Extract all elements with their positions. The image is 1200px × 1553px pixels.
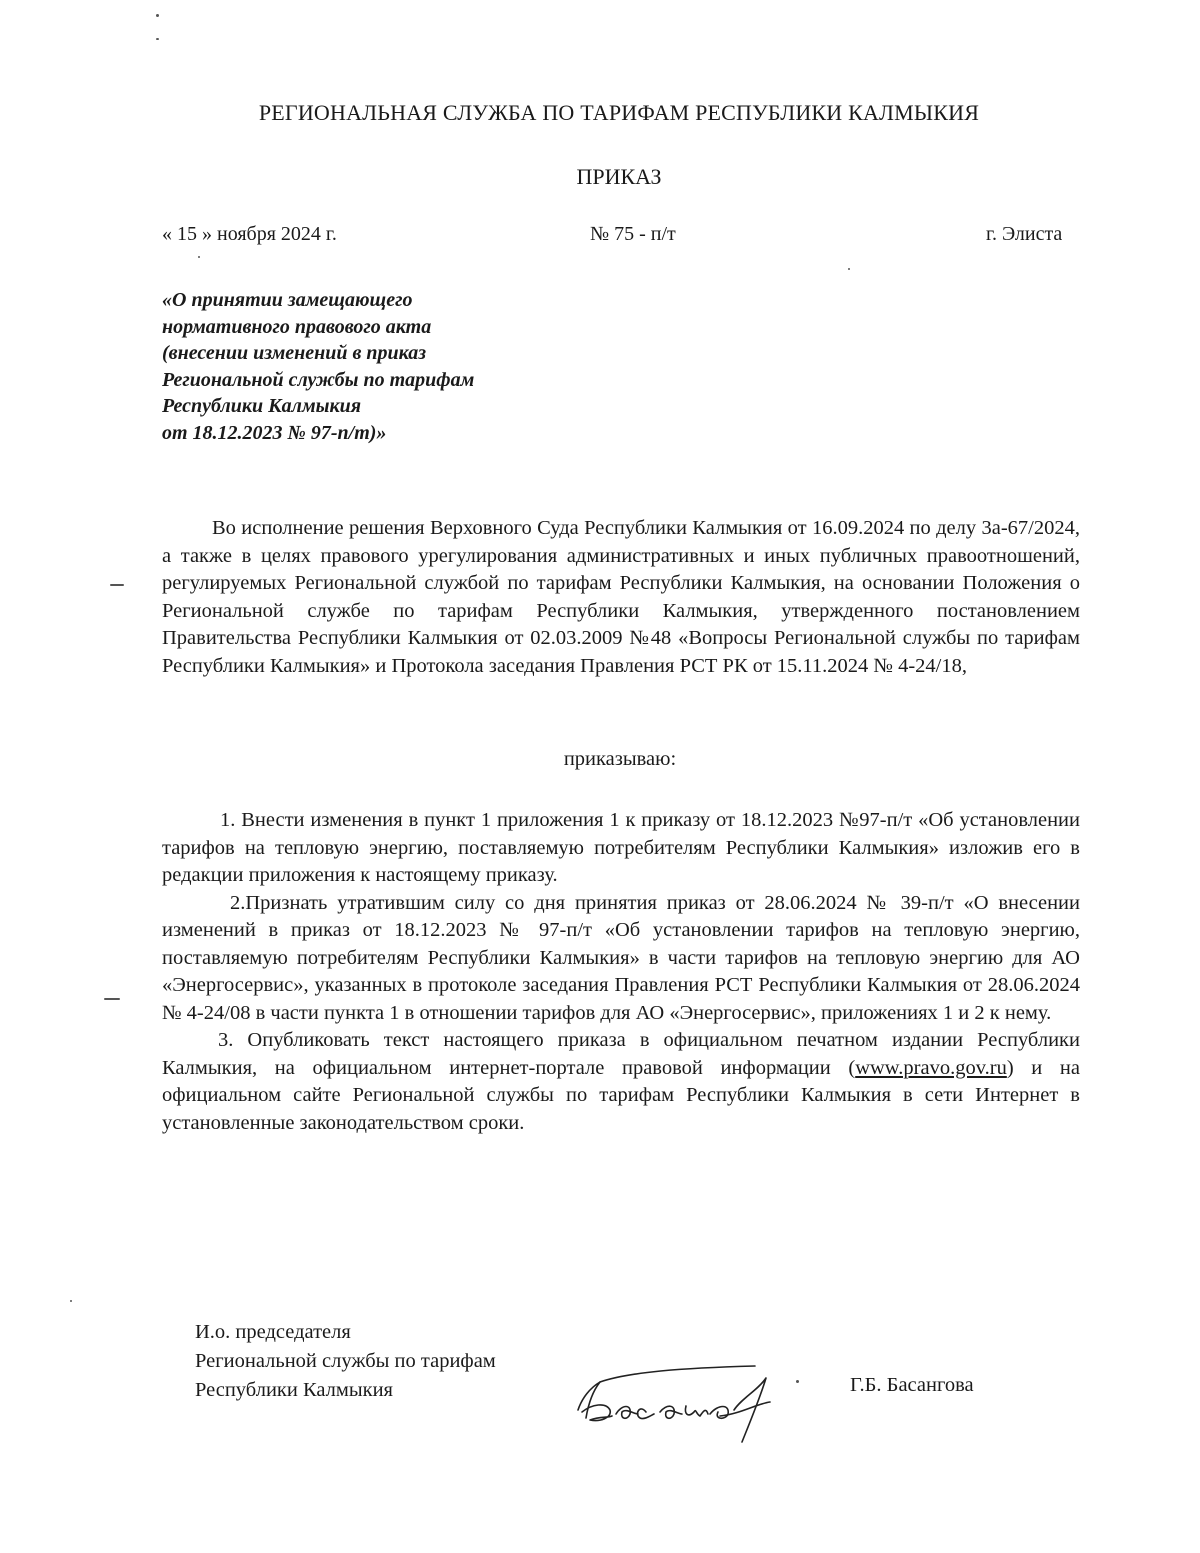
preamble-paragraph: Во исполнение решения Верховного Суда Республики Калмыкия от 16.09.2024 по делу 3а-67/2024, а также в целях правового урегулирования административных и иных публичных правоотношений, регулируемых Региональной службой по тарифам Республики Калмыкия, на основании Положения о Региональной службе по тарифам Республики Калмыкия, утвержденного постановлением Правительства Республики Калмыкия от 02.03.2009 №48 «Вопросы Региональной службы по тарифам Республики Калмыкия» и Протокола заседания Правления РСТ РК от 15.11.2024 № 4-24/18, bbox=[162, 517, 1080, 677]
subject-line: «О принятии замещающего bbox=[162, 289, 413, 311]
organization-title: РЕГИОНАЛЬНАЯ СЛУЖБА ПО ТАРИФАМ РЕСПУБЛИКИ КАЛМЫКИЯ bbox=[258, 100, 980, 125]
position-line: Региональной службы по тарифам bbox=[195, 1350, 496, 1372]
scan-speck bbox=[110, 584, 124, 586]
decree-items bbox=[162, 807, 1080, 1137]
scan-speck bbox=[796, 1380, 799, 1383]
decree-item-1: 1. Внести изменения в пункт 1 приложения 1 к приказу от 18.12.2023 №97-п/т «Об установлении тарифов на тепловую энергию, поставляемую потребителям Республики Калмыкия» изложив его в редакции приложения к настоящему приказу. bbox=[162, 809, 1080, 886]
item3-text-end: ) и на официальном сайте Региональной службы по тарифам Республики Калмыкия в сети Интернет в установленные законодательством сроки. bbox=[162, 1056, 1080, 1134]
scan-speck bbox=[70, 1300, 72, 1302]
position-line: И.о. председателя bbox=[195, 1321, 351, 1343]
scan-speck bbox=[156, 38, 159, 40]
scan-speck bbox=[156, 14, 159, 17]
document-date: « 15 » ноября 2024 г. bbox=[162, 223, 337, 245]
signatory-position bbox=[195, 1318, 496, 1405]
document-type: ПРИКАЗ bbox=[576, 164, 662, 189]
position-line: Республики Калмыкия bbox=[195, 1379, 393, 1401]
signatory-name: Г.Б. Басангова bbox=[850, 1374, 974, 1396]
document-city: г. Элиста bbox=[986, 223, 1063, 245]
decree-item-3 bbox=[162, 1027, 1080, 1137]
scan-speck bbox=[848, 268, 850, 270]
document-number: № 75 - п/т bbox=[590, 223, 676, 245]
subject-line: Республики Калмыкия bbox=[162, 395, 362, 417]
handwritten-signature bbox=[570, 1358, 800, 1448]
pravo-link[interactable]: www.pravo.gov.ru bbox=[855, 1056, 1007, 1079]
item3-text: 3. Опубликовать текст настоящего приказа в официальном печатном издании Республики Калмыкия, на официальном интернет-портале правовой информации ( bbox=[162, 1029, 1080, 1079]
subject-line: нормативного правового акта bbox=[162, 315, 432, 338]
subject-line: (внесении изменений в приказ bbox=[162, 342, 427, 364]
subject-line: Региональной службы по тарифам bbox=[162, 368, 475, 391]
decree-word: приказываю: bbox=[563, 748, 677, 770]
document-subject bbox=[162, 287, 582, 446]
subject-line: от 18.12.2023 № 97-п/т)» bbox=[162, 421, 387, 444]
decree-item-2: 2.Признать утратившим силу со дня принятия приказ от 28.06.2024 № 39-п/т «О внесении изменений в приказ от 18.12.2023 № 97-п/т «Об установлении тарифов на тепловую энергию, поставляемую потребителям Республики Калмыкия» в части тарифов на тепловую энергию для АО «Энергосервис», указанных в протоколе заседания Правления РСТ Республики Калмыкия от 28.06.2024 № 4-24/08 в части пункта 1 в отношении тарифов для АО «Энергосервис», приложениях 1 и 2 к нему. bbox=[162, 891, 1080, 1024]
scan-speck bbox=[104, 998, 120, 1000]
scan-speck bbox=[198, 256, 200, 258]
